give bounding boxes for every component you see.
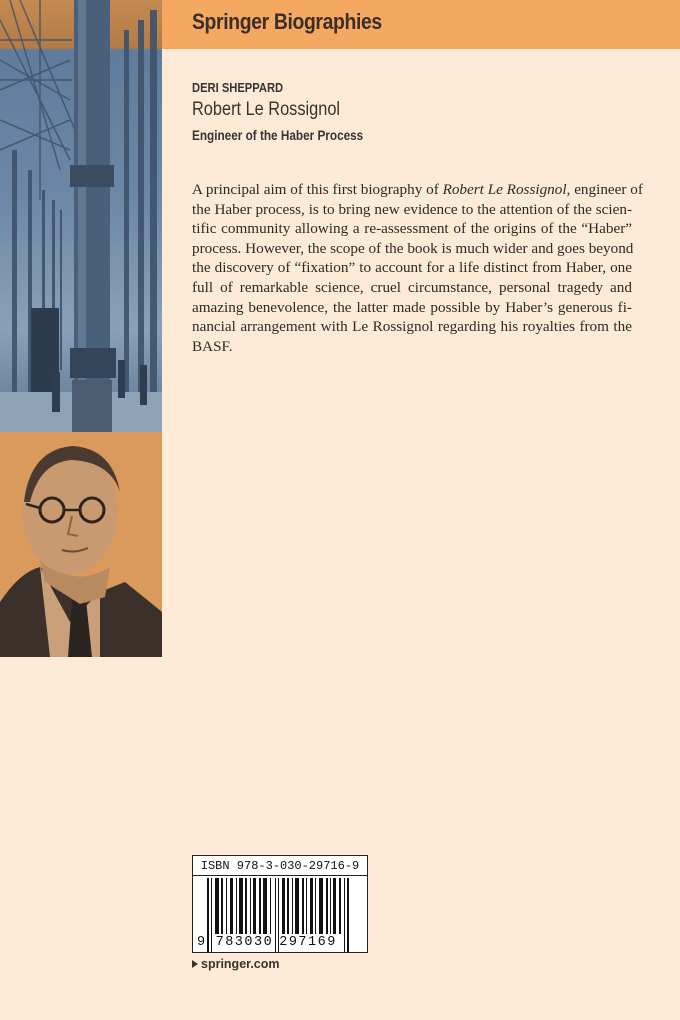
description-line: full of remarkable science, cruel circumstance, personal tragedy and bbox=[192, 278, 632, 296]
description-line: nancial arrangement with Le Rossignol regarding his royalties from the bbox=[192, 318, 632, 336]
portrait-illustration bbox=[0, 432, 162, 657]
isbn-label: ISBN 978-3-030-29716-9 bbox=[193, 856, 367, 876]
author-name: DERI SHEPPARD bbox=[192, 80, 284, 95]
description-line: A principal aim of this first biography of Robert Le Rossignol, engineer of bbox=[192, 181, 643, 198]
book-subtitle: Engineer of the Haber Process bbox=[192, 127, 364, 143]
description-line: amazing benevolence, the latter made possible by Haber’s generous fi- bbox=[192, 298, 632, 316]
isbn-barcode bbox=[192, 855, 368, 953]
portrait-photo bbox=[0, 432, 162, 657]
series-title: Springer Biographies bbox=[192, 9, 382, 34]
industrial-hall-photo bbox=[0, 0, 162, 432]
book-description bbox=[192, 180, 643, 356]
description-line: tific community allowing a re-assessment of the origins of the “Haber” bbox=[192, 220, 632, 238]
description-line: the Haber process, is to bring new evidence to the attention of the scien- bbox=[192, 200, 632, 218]
description-line: process. However, the scope of the book is much wider and goes beyond bbox=[192, 239, 634, 257]
description-line: BASF. bbox=[192, 337, 233, 355]
publisher-link[interactable] bbox=[192, 957, 280, 971]
description-line: the discovery of “fixation” to account for a life distinct from Haber, one bbox=[192, 259, 632, 277]
book-title: Robert Le Rossignol bbox=[192, 99, 341, 120]
publisher-link-text: springer.com bbox=[201, 957, 280, 971]
barcode-digits: 9 783030 297169 bbox=[197, 935, 337, 950]
industrial-hall-illustration bbox=[0, 0, 162, 432]
arrow-right-icon bbox=[192, 960, 198, 968]
